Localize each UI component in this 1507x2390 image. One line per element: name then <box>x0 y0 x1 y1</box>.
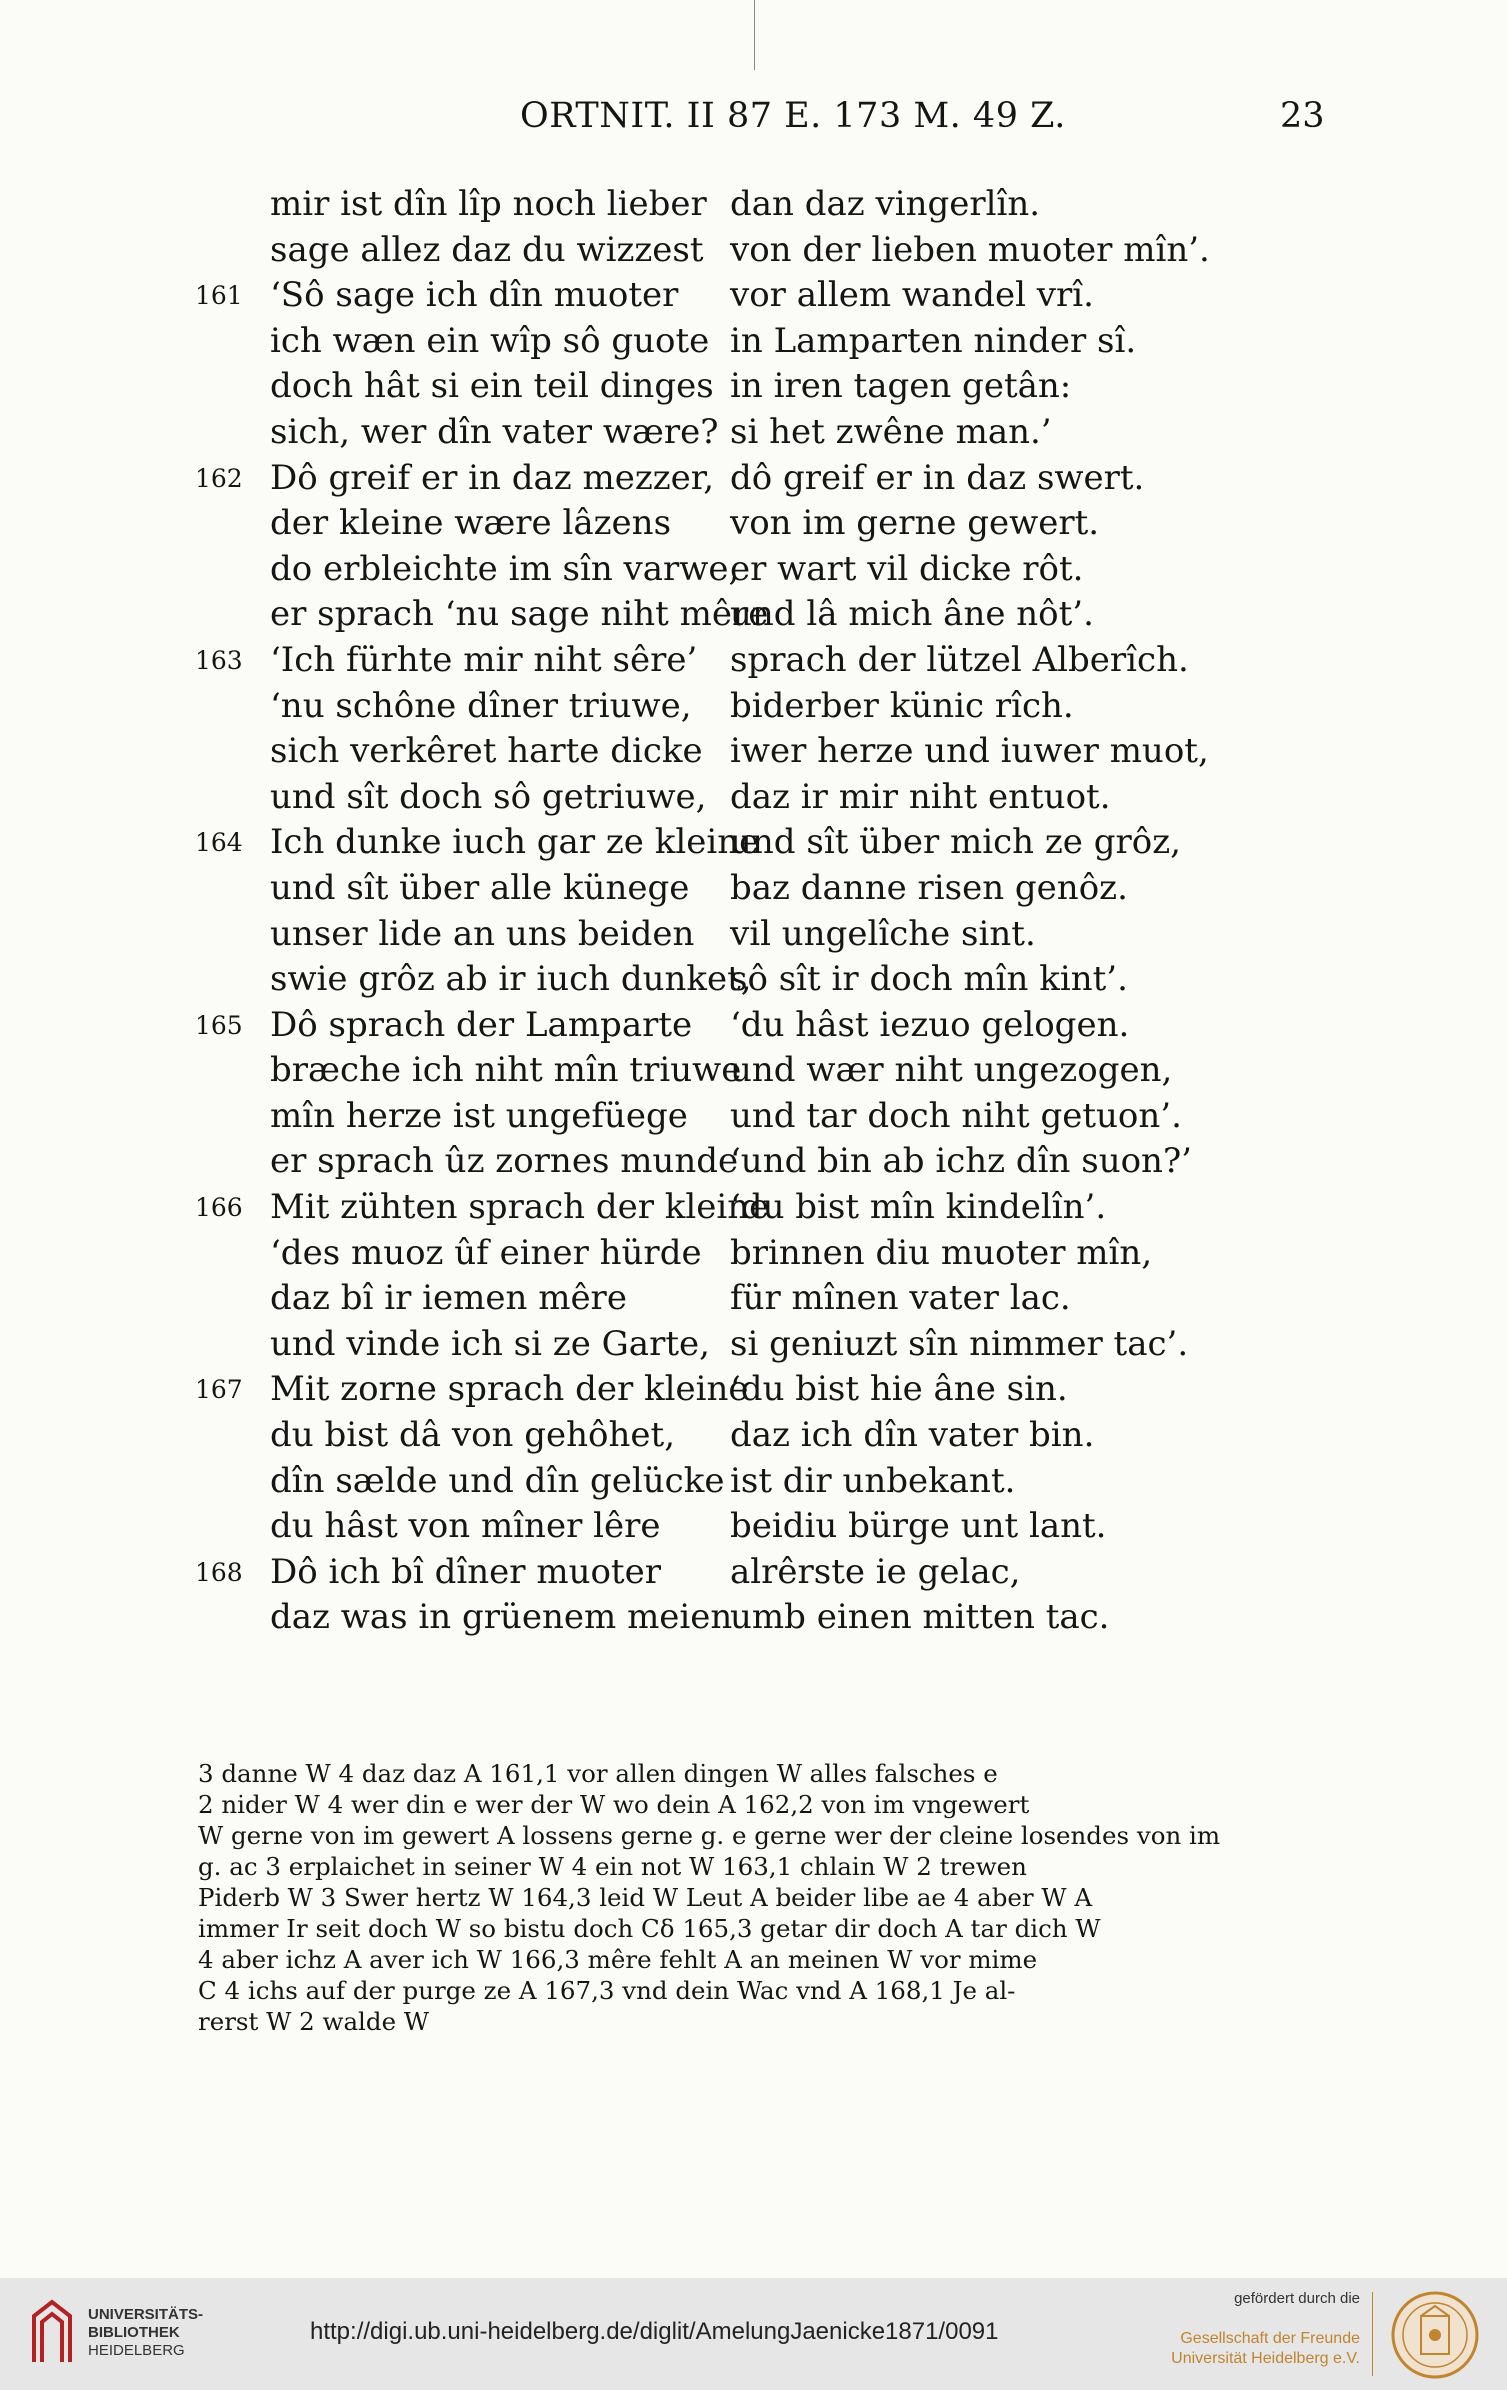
verse-line <box>0 1231 1507 1277</box>
apparatus-line: immer Ir seit doch W so bistu doch Cδ 165,3 getar dir doch A tar dich W <box>198 1914 1101 1943</box>
verse-line <box>0 547 1507 593</box>
verse-first-half: Ich dunke iuch gar ze kleine <box>270 822 760 863</box>
verse-line <box>0 1459 1507 1505</box>
footer-bar <box>0 2278 1507 2390</box>
stanza-number: 163 <box>195 645 243 675</box>
verse-line <box>0 1322 1507 1368</box>
verse-first-half: er sprach ‘nu sage niht mêre <box>270 594 769 635</box>
verse-second-half: für mînen vater lac. <box>730 1278 1071 1319</box>
verse-line <box>0 1413 1507 1459</box>
verse-second-half: dan daz vingerlîn. <box>730 184 1041 224</box>
sponsor-name-line: Gesellschaft der Freunde <box>1180 2330 1360 2347</box>
sponsor-block <box>1130 2290 1360 2369</box>
verse-second-half: ‘du hâst iezuo gelogen. <box>730 1004 1130 1045</box>
verse-line <box>0 273 1507 319</box>
verse-line <box>0 957 1507 1003</box>
verse-first-half: du hâst von mîner lêre <box>270 1506 661 1547</box>
library-name-line: BIBLIOTHEK <box>88 2324 180 2341</box>
sponsor-name-line: Universität Heidelberg e.V. <box>1171 2350 1360 2367</box>
verse-second-half: brinnen diu muoter mîn, <box>730 1232 1153 1273</box>
running-header <box>0 96 1507 146</box>
verse-line <box>0 1367 1507 1413</box>
running-title: ORTNIT. II 87 E. 173 M. 49 Z. <box>520 96 1066 136</box>
stanza-number: 165 <box>195 1010 243 1040</box>
verse-second-half: in iren tagen getân: <box>730 366 1072 407</box>
verse-first-half: und sît über alle künege <box>270 867 690 908</box>
stanza-number: 161 <box>195 281 243 311</box>
verse-second-half: dô greif er in daz swert. <box>730 457 1145 498</box>
verse-first-half: do erbleichte im sîn varwe, <box>270 548 740 589</box>
verse-line <box>0 1276 1507 1322</box>
verse-second-half: alrêrste ie gelac, <box>730 1551 1021 1592</box>
verse-first-half: daz bî ir iemen mêre <box>270 1278 627 1319</box>
verse-line <box>0 501 1507 547</box>
verse-line <box>0 729 1507 775</box>
apparatus-line: 3 danne W 4 daz daz A 161,1 vor allen dingen W alles falsches e <box>198 1759 998 1788</box>
verse-first-half: ‘nu schône dîner triuwe, <box>270 685 692 726</box>
verse-line <box>0 820 1507 866</box>
verse-line <box>0 364 1507 410</box>
verse-line <box>0 1094 1507 1140</box>
verse-first-half: sich, wer dîn vater wære? <box>270 411 719 452</box>
verse-line <box>0 1504 1507 1550</box>
library-name-line: UNIVERSITÄTS- <box>88 2306 204 2323</box>
verse-second-half: und tar doch niht getuon’. <box>730 1095 1182 1136</box>
verse-line <box>0 1003 1507 1049</box>
verse-first-half: dîn sælde und dîn gelücke <box>270 1460 725 1501</box>
verse-second-half: si geniuzt sîn nimmer tac’. <box>730 1323 1189 1364</box>
gutter-rule <box>754 0 755 70</box>
verse-line <box>0 1595 1507 1641</box>
verse-second-half: si het zwêne man.’ <box>730 411 1052 452</box>
verse-line <box>0 456 1507 502</box>
verse-second-half: ‘und bin ab ichz dîn suon?’ <box>730 1141 1192 1182</box>
verse-second-half: vor allem wandel vrî. <box>730 275 1094 316</box>
verse-line <box>0 775 1507 821</box>
verse-line <box>0 684 1507 730</box>
apparatus-line: C 4 ichs auf der purge ze A 167,3 vnd dein Wac vnd A 168,1 Je al- <box>198 1976 1016 2005</box>
verse-first-half: swie grôz ab ir iuch dunket, <box>270 959 752 1000</box>
apparatus-line: rerst W 2 walde W <box>198 2007 430 2036</box>
verse-second-half: und wær niht ungezogen, <box>730 1050 1173 1091</box>
library-name-line: HEIDELBERG <box>88 2342 185 2359</box>
library-name <box>88 2306 203 2360</box>
verse-first-half: Dô greif er in daz mezzer, <box>270 457 715 498</box>
library-logo-icon <box>28 2298 76 2366</box>
verse-first-half: Mit zühten sprach der kleine <box>270 1187 770 1228</box>
verse-first-half: doch hât si ein teil dinges <box>270 366 714 407</box>
verse-first-half: sich verkêret harte dicke <box>270 731 703 772</box>
verse-second-half: daz ich dîn vater bin. <box>730 1415 1095 1456</box>
verse-first-half: ‘des muoz ûf einer hürde <box>270 1232 702 1273</box>
verse-line <box>0 319 1507 365</box>
apparatus-line: 2 nider W 4 wer din e wer der W wo dein A 162,2 von im vngewert <box>198 1790 1030 1819</box>
verse-second-half: und sît über mich ze grôz, <box>730 822 1181 863</box>
verse-second-half: er wart vil dicke rôt. <box>730 548 1084 589</box>
verse-first-half: ‘Sô sage ich dîn muoter <box>270 275 679 316</box>
verse-line <box>0 410 1507 456</box>
sponsor-divider <box>1372 2292 1373 2376</box>
verse-line <box>0 638 1507 684</box>
verse-line <box>0 1550 1507 1596</box>
verse-second-half: in Lamparten ninder sî. <box>730 320 1137 361</box>
verse-first-half: ‘Ich fürhte mir niht sêre’ <box>270 639 698 680</box>
verse-first-half: ich wæn ein wîp sô guote <box>270 320 710 361</box>
stanza-number: 167 <box>195 1375 243 1405</box>
university-seal-icon <box>1385 2290 1485 2380</box>
verse-first-half: daz was in grüenem meien <box>270 1597 733 1638</box>
verse-second-half: ‘du bist hie âne sin. <box>730 1369 1068 1410</box>
verse-line <box>0 1048 1507 1094</box>
verse-first-half: unser lide an uns beiden <box>270 913 695 954</box>
sponsor-name <box>1130 2329 1360 2369</box>
apparatus-line: W gerne von im gewert A lossens gerne g. e gerne wer der cleine losendes von im <box>198 1821 1221 1850</box>
verse-first-half: er sprach ûz zornes munde <box>270 1141 739 1182</box>
verse-second-half: baz danne risen genôz. <box>730 867 1128 908</box>
verse-second-half: von der lieben muoter mîn’. <box>730 229 1210 270</box>
verse-first-half: mîn herze ist ungefüege <box>270 1095 688 1136</box>
verse-line <box>0 182 1507 228</box>
verse-second-half: von im gerne gewert. <box>730 503 1100 544</box>
stanza-number: 164 <box>195 828 243 858</box>
verse-second-half: sprach der lützel Alberîch. <box>730 639 1189 680</box>
verse-second-half: umb einen mitten tac. <box>730 1597 1110 1638</box>
verse-second-half: beidiu bürge unt lant. <box>730 1506 1107 1547</box>
verse-line <box>0 1185 1507 1231</box>
verse-first-half: bræche ich niht mîn triuwe <box>270 1050 742 1091</box>
verse-first-half: du bist dâ von gehôhet, <box>270 1415 675 1456</box>
stanza-number: 162 <box>195 463 243 493</box>
verse-first-half: der kleine wære lâzens <box>270 503 672 544</box>
stanza-number: 168 <box>195 1557 243 1587</box>
verse-line <box>0 866 1507 912</box>
critical-apparatus <box>198 1758 1306 2037</box>
verse-second-half: biderber künic rîch. <box>730 685 1074 726</box>
verse-second-half: sô sît ir doch mîn kint’. <box>730 959 1128 1000</box>
verse-second-half: daz ir mir niht entuot. <box>730 776 1111 817</box>
verse-line <box>0 1139 1507 1185</box>
sponsor-prefix: gefördert durch die <box>1234 2290 1360 2307</box>
verse-second-half: vil ungelîche sint. <box>730 913 1036 954</box>
verse-second-half: iwer herze und iuwer muot, <box>730 731 1209 772</box>
verse-first-half: Dô ich bî dîner muoter <box>270 1551 661 1592</box>
verse-second-half: ist dir unbekant. <box>730 1460 1016 1501</box>
page-number: 23 <box>1280 96 1325 136</box>
verse-second-half: ‘du bist mîn kindelîn’. <box>730 1187 1107 1228</box>
verse-line <box>0 912 1507 958</box>
verse-second-half: und lâ mich âne nôt’. <box>730 594 1094 635</box>
verse-text <box>0 182 1507 1641</box>
verse-first-half: sage allez daz du wizzest <box>270 229 704 270</box>
verse-line <box>0 228 1507 274</box>
apparatus-line: 4 aber ichz A aver ich W 166,3 mêre fehlt A an meinen W vor mime <box>198 1945 1038 1974</box>
verse-first-half: und sît doch sô getriuwe, <box>270 776 707 817</box>
stanza-number: 166 <box>195 1193 243 1223</box>
verse-first-half: Dô sprach der Lamparte <box>270 1004 693 1045</box>
apparatus-line: g. ac 3 erplaichet in seiner W 4 ein not W 163,1 chlain W 2 trewen <box>198 1852 1027 1881</box>
apparatus-line: Piderb W 3 Swer hertz W 164,3 leid W Leut A beider libe ae 4 aber W A <box>198 1883 1093 1912</box>
permalink-url[interactable]: http://digi.ub.uni-heidelberg.de/diglit/AmelungJaenicke1871/0091 <box>310 2318 999 2345</box>
verse-line <box>0 592 1507 638</box>
verse-first-half: mir ist dîn lîp noch lieber <box>270 184 707 224</box>
verse-first-half: und vinde ich si ze Garte, <box>270 1323 710 1364</box>
verse-first-half: Mit zorne sprach der kleine <box>270 1369 749 1410</box>
